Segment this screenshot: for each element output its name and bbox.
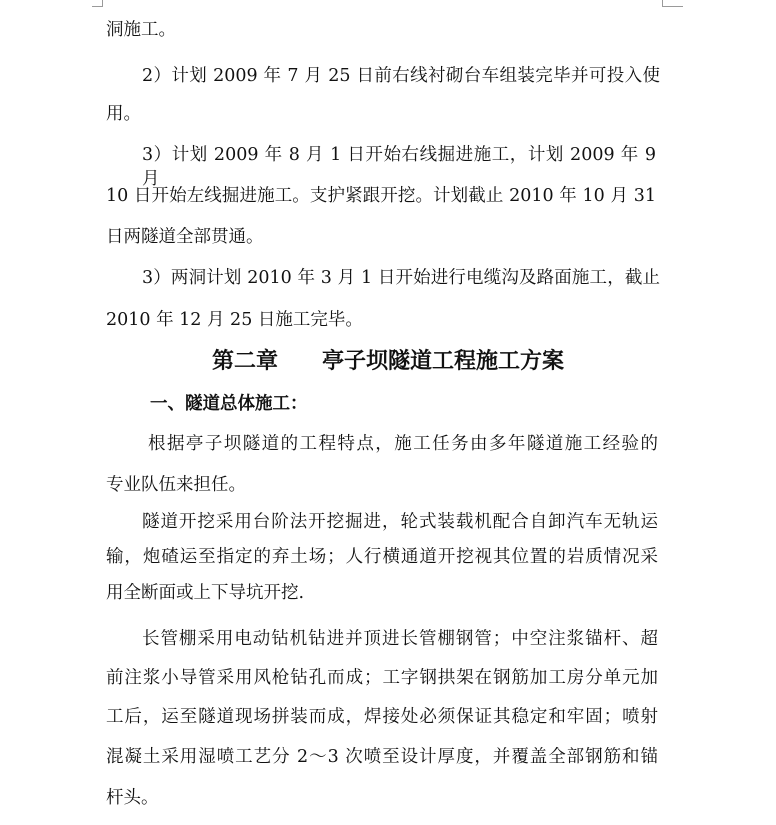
text-line: 工后，运至隧道现场拼装而成，焊接处必须保证其稳定和牢固；喷射 [106,707,658,727]
right-margin-mark [662,0,683,7]
chapter-name: 亭子坝隧道工程施工方案 [322,348,565,374]
chapter-number: 第二章 [211,348,278,374]
text-line: 前注浆小导管采用风枪钻孔而成；工字钢拱架在钢筋加工房分单元加 [106,668,658,688]
text-line: 日两隧道全部贯通。 [106,227,264,247]
text-line: 长管棚采用电动钻机钻进并顶进长管棚钢管；中空注浆锚杆、超 [142,629,658,649]
left-margin-mark [92,0,103,7]
text-line: 根据亭子坝隧道的工程特点，施工任务由多年隧道施工经验的 [148,434,658,454]
chapter-title [0,346,776,376]
text-line: 输，炮碴运至指定的弃土场；人行横通道开挖视其位置的岩质情况采 [106,547,658,567]
text-line: 3）两洞计划 2010 年 3 月 1 日开始进行电缆沟及路面施工，截止 [142,268,660,288]
text-line: 2010 年 12 月 25 日施工完毕。 [106,310,363,330]
text-line: 用全断面或上下导坑开挖. [106,583,305,603]
text-line: 专业队伍来担任。 [106,475,246,495]
text-line: 杆头。 [106,788,159,808]
section-heading: 一、隧道总体施工： [150,394,308,414]
text-line: 10 日开始左线掘进施工。支护紧跟开挖。计划截止 2010 年 10 月 31 [106,186,656,206]
text-line: 用。 [106,104,141,124]
text-line: 隧道开挖采用台阶法开挖掘进，轮式装载机配合自卸汽车无轨运 [142,512,658,532]
text-line: 洞施工。 [106,20,176,40]
text-line: 3）计划 2009 年 8 月 1 日开始右线掘进施工，计划 2009 年 9 月 [142,145,656,189]
text-line: 2）计划 2009 年 7 月 25 日前右线衬砌台车组装完毕并可投入使 [142,66,660,86]
text-line: 混凝土采用湿喷工艺分 2～3 次喷至设计厚度，并覆盖全部钢筋和锚 [106,747,658,767]
